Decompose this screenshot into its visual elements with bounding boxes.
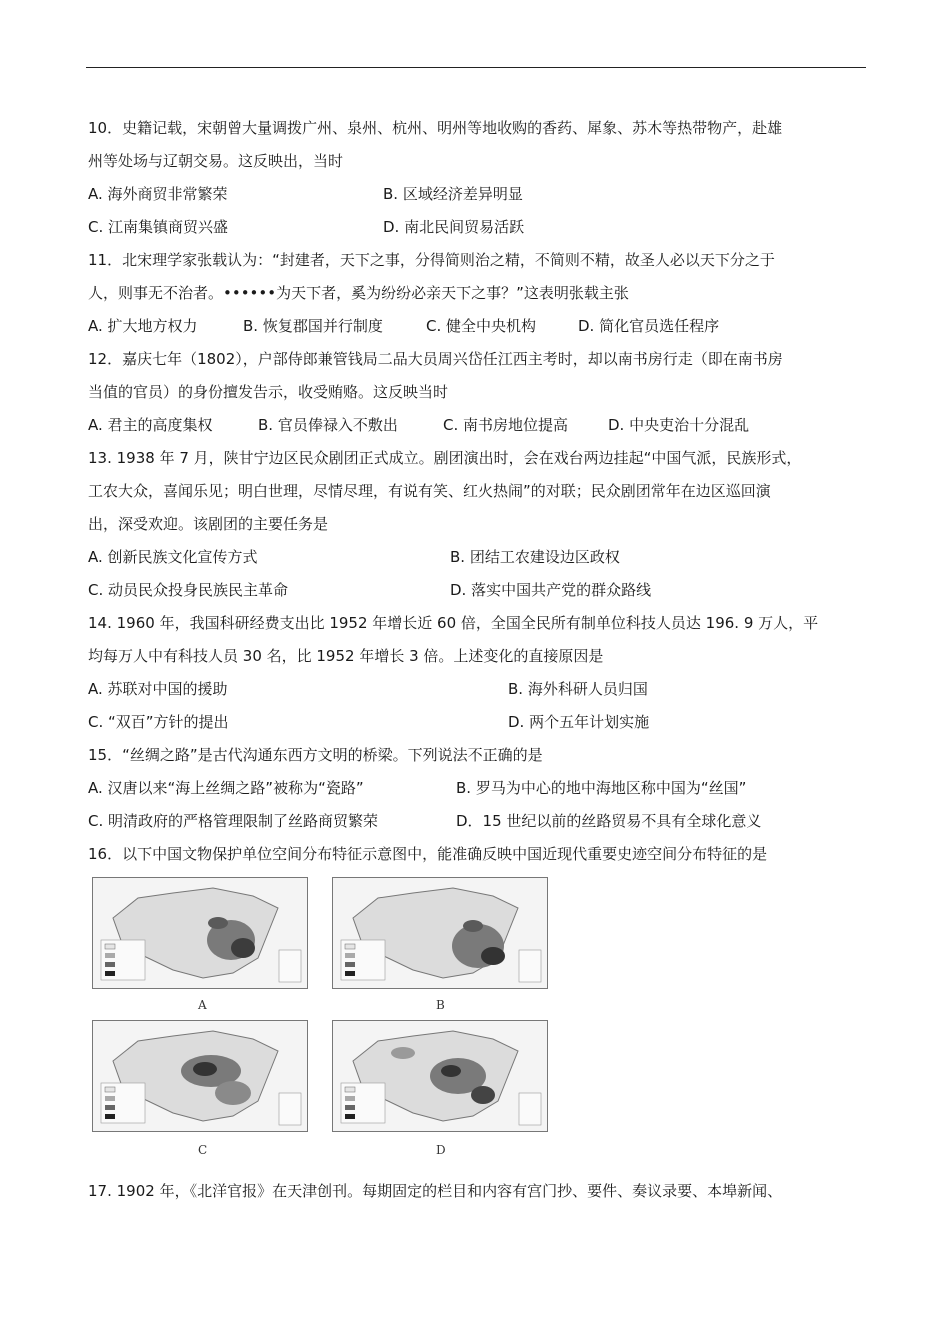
q13-options-2 — [88, 574, 868, 607]
q12-options — [88, 409, 868, 442]
q10-options — [88, 178, 868, 211]
map-c-label: C — [198, 1143, 208, 1157]
q15-options — [88, 772, 868, 805]
q14-stem-line2: 均每万人中有科技人员 30 名，比 1952 年增长 3 倍。上述变化的直接原因是 — [88, 647, 604, 665]
q13-option-b: B. 团结工农建设边区政权 — [450, 548, 620, 566]
q11-option-c: C. 健全中央机构 — [426, 317, 537, 335]
q12-option-c: C. 南书房地位提高 — [443, 416, 569, 434]
q15-option-c: C. 明清政府的严格管理限制了丝路商贸繁荣 — [88, 812, 379, 830]
q13-options — [88, 541, 868, 574]
q14-option-c: C. “双百”方针的提出 — [88, 713, 229, 731]
map-b — [332, 877, 548, 989]
map-d — [332, 1020, 548, 1132]
q12-option-d: D. 中央吏治十分混乱 — [608, 416, 750, 434]
q10-option-a: A. 海外商贸非常繁荣 — [88, 185, 228, 203]
q13-option-a: A. 创新民族文化宣传方式 — [88, 548, 258, 566]
map-a-label: A — [198, 998, 207, 1012]
q11-option-a: A. 扩大地方权力 — [88, 317, 198, 335]
q15-option-b: B. 罗马为中心的地中海地区称中国为“丝国” — [456, 779, 747, 797]
q10-stem-line2: 州等处场与辽朝交易。这反映出，当时 — [88, 152, 344, 170]
map-a — [92, 877, 308, 989]
q12-option-a: A. 君主的高度集权 — [88, 416, 213, 434]
q13-option-d: D. 落实中国共产党的群众路线 — [450, 581, 652, 599]
q13-stem-line2: 工农大众，喜闻乐见；明白世理，尽情尽理，有说有笑、红火热闹”的对联；民众剧团常年在边区巡回演 — [88, 482, 771, 500]
q12-option-b: B. 官员俸禄入不敷出 — [258, 416, 398, 434]
q14-options-2 — [88, 706, 868, 739]
q13-stem-line3: 出，深受欢迎。该剧团的主要任务是 — [88, 515, 329, 533]
q15-option-a: A. 汉唐以来“海上丝绸之路”被称为“瓷路” — [88, 779, 364, 797]
map-d-label: D — [436, 1143, 446, 1157]
q13-option-c: C. 动员民众投身民族民主革命 — [88, 581, 289, 599]
q10-option-d: D. 南北民间贸易活跃 — [383, 218, 525, 236]
q15-stem-line1: 15．“丝绸之路”是古代沟通东西方文明的桥梁。下列说法不正确的是 — [88, 746, 543, 764]
q11-options — [88, 310, 868, 343]
q10-option-b: B. 区域经济差异明显 — [383, 185, 523, 203]
q11-stem-line2: 人，则事无不治者。••••••为天下者，奚为纷纷必亲天下之事？”这表明张载主张 — [88, 284, 629, 302]
q11-option-b: B. 恢复郡国并行制度 — [243, 317, 383, 335]
q12-stem-line2: 当值的官员）的身份擅发告示，收受贿赂。这反映当时 — [88, 383, 449, 401]
q14-option-b: B. 海外科研人员归国 — [508, 680, 648, 698]
q11-option-d: D. 简化官员选任程序 — [578, 317, 720, 335]
q10-option-c: C. 江南集镇商贸兴盛 — [88, 218, 229, 236]
q15-option-d: D．15 世纪以前的丝路贸易不具有全球化意义 — [456, 812, 762, 830]
q16-stem-line1: 16．以下中国文物保护单位空间分布特征示意图中，能准确反映中国近现代重要史迹空间分布特征的是 — [88, 845, 768, 863]
map-b-label: B — [436, 998, 445, 1012]
q12-stem-line1: 12．嘉庆七年（1802），户部侍郎兼管钱局二品大员周兴岱任江西主考时，却以南书房行走（即在南书房 — [88, 350, 783, 368]
q14-option-d: D. 两个五年计划实施 — [508, 713, 650, 731]
map-c — [92, 1020, 308, 1132]
map-figure — [88, 877, 868, 1167]
q14-options — [88, 673, 868, 706]
q14-stem-line1: 14. 1960 年，我国科研经费支出比 1952 年增长近 60 倍，全国全民所有制单位科技人员达 196. 9 万人，平 — [88, 614, 819, 632]
q10-options-2 — [88, 211, 868, 244]
q13-stem-line1: 13. 1938 年 7 月，陕甘宁边区民众剧团正式成立。剧团演出时，会在戏台两边挂起“中国气派，民族形式， — [88, 449, 802, 467]
q11-stem-line1: 11．北宋理学家张载认为：“封建者，天下之事，分得简则治之精，不简则不精，故圣人必以天下分之于 — [88, 251, 775, 269]
exam-content — [88, 112, 868, 1208]
q15-options-2 — [88, 805, 868, 838]
header-rule — [86, 67, 866, 68]
q10-stem-line1: 10．史籍记载，宋朝曾大量调拨广州、泉州、杭州、明州等地收购的香药、犀象、苏木等热带物产，赴雄 — [88, 119, 783, 137]
q14-option-a: A. 苏联对中国的援助 — [88, 680, 228, 698]
q17-stem-line1: 17. 1902 年，《北洋官报》在天津创刊。每期固定的栏目和内容有宫门抄、要件、奏议录要、本埠新闻、 — [88, 1182, 783, 1200]
